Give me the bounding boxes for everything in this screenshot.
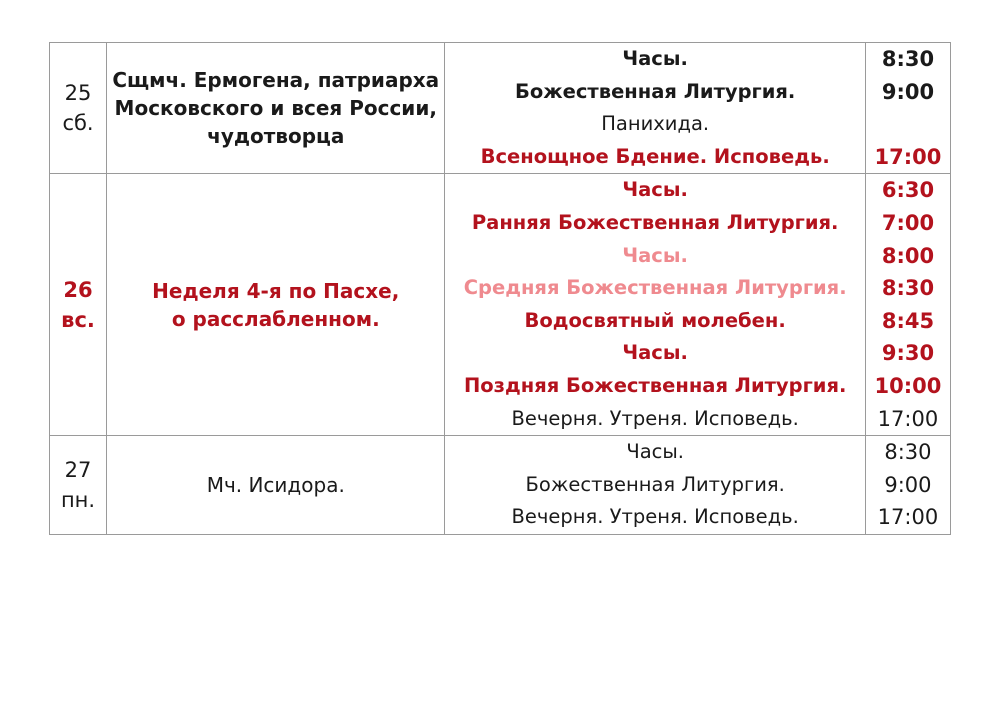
schedule-row <box>50 436 951 535</box>
service-label: Панихида. <box>601 112 710 136</box>
service-time: 10:00 <box>874 373 942 398</box>
feast-name-line: Мч. Исидора. <box>206 473 345 498</box>
date-cell <box>50 174 107 436</box>
service-time: 9:00 <box>884 472 932 497</box>
weekday: сб. <box>62 111 94 136</box>
service-label: Часы. <box>626 440 684 464</box>
feast-name-line: чудотворца <box>207 124 345 149</box>
times-cell <box>865 43 950 174</box>
service-label: Часы. <box>622 178 688 202</box>
day-number: 26 <box>63 277 93 302</box>
schedule-row <box>50 174 951 436</box>
service-label: Поздняя Божественная Литургия. <box>463 373 847 397</box>
day-number: 25 <box>64 81 92 106</box>
day-number: 27 <box>64 458 92 483</box>
service-label: Божественная Литургия. <box>525 472 785 496</box>
service-label: Всенощное Бдение. Исповедь. <box>480 144 830 168</box>
service-label: Часы. <box>622 243 688 267</box>
service-label: Водосвятный молебен. <box>524 308 786 332</box>
weekday: пн. <box>60 488 96 513</box>
service-time: 17:00 <box>877 406 939 431</box>
service-time <box>866 108 950 141</box>
date-cell <box>50 436 107 535</box>
service-label: Божественная Литургия. <box>514 79 796 103</box>
service-time: 8:30 <box>884 440 932 465</box>
date-cell <box>50 43 107 174</box>
service-label: Ранняя Божественная Литургия. <box>471 210 839 234</box>
service-label: Часы. <box>622 341 688 365</box>
feast-name-cell <box>107 436 445 535</box>
feast-name-line: Сщмч. Ермогена, патриарха <box>112 68 440 93</box>
weekday: вс. <box>61 307 95 332</box>
service-label: Вечерня. Утреня. Исповедь. <box>511 505 799 529</box>
schedule-row <box>50 43 951 174</box>
service-time: 8:30 <box>881 276 935 301</box>
services-cell <box>445 174 865 436</box>
service-time: 9:00 <box>881 79 935 104</box>
feast-name-line: Неделя 4-я по Пасхе, <box>152 278 400 303</box>
service-time: 8:30 <box>881 47 935 71</box>
feast-name-line: о расслабленном. <box>171 306 380 331</box>
service-time: 8:45 <box>881 308 935 333</box>
services-cell <box>445 43 865 174</box>
service-time: 6:30 <box>881 178 935 203</box>
service-time: 9:30 <box>881 341 935 366</box>
service-label: Средняя Божественная Литургия. <box>463 276 847 300</box>
service-label: Вечерня. Утреня. Исповедь. <box>511 406 799 430</box>
service-time: 17:00 <box>874 144 942 169</box>
times-cell <box>865 174 950 436</box>
feast-name-line: Московского и всея России, <box>114 96 437 121</box>
service-schedule-table <box>49 42 951 535</box>
feast-name-cell <box>107 174 445 436</box>
service-time: 17:00 <box>877 505 939 530</box>
feast-name-cell <box>107 43 445 174</box>
times-cell <box>865 436 950 535</box>
service-time: 8:00 <box>881 243 935 268</box>
services-cell <box>445 436 865 535</box>
service-label: Часы. <box>622 47 688 70</box>
service-time: 7:00 <box>881 210 935 235</box>
